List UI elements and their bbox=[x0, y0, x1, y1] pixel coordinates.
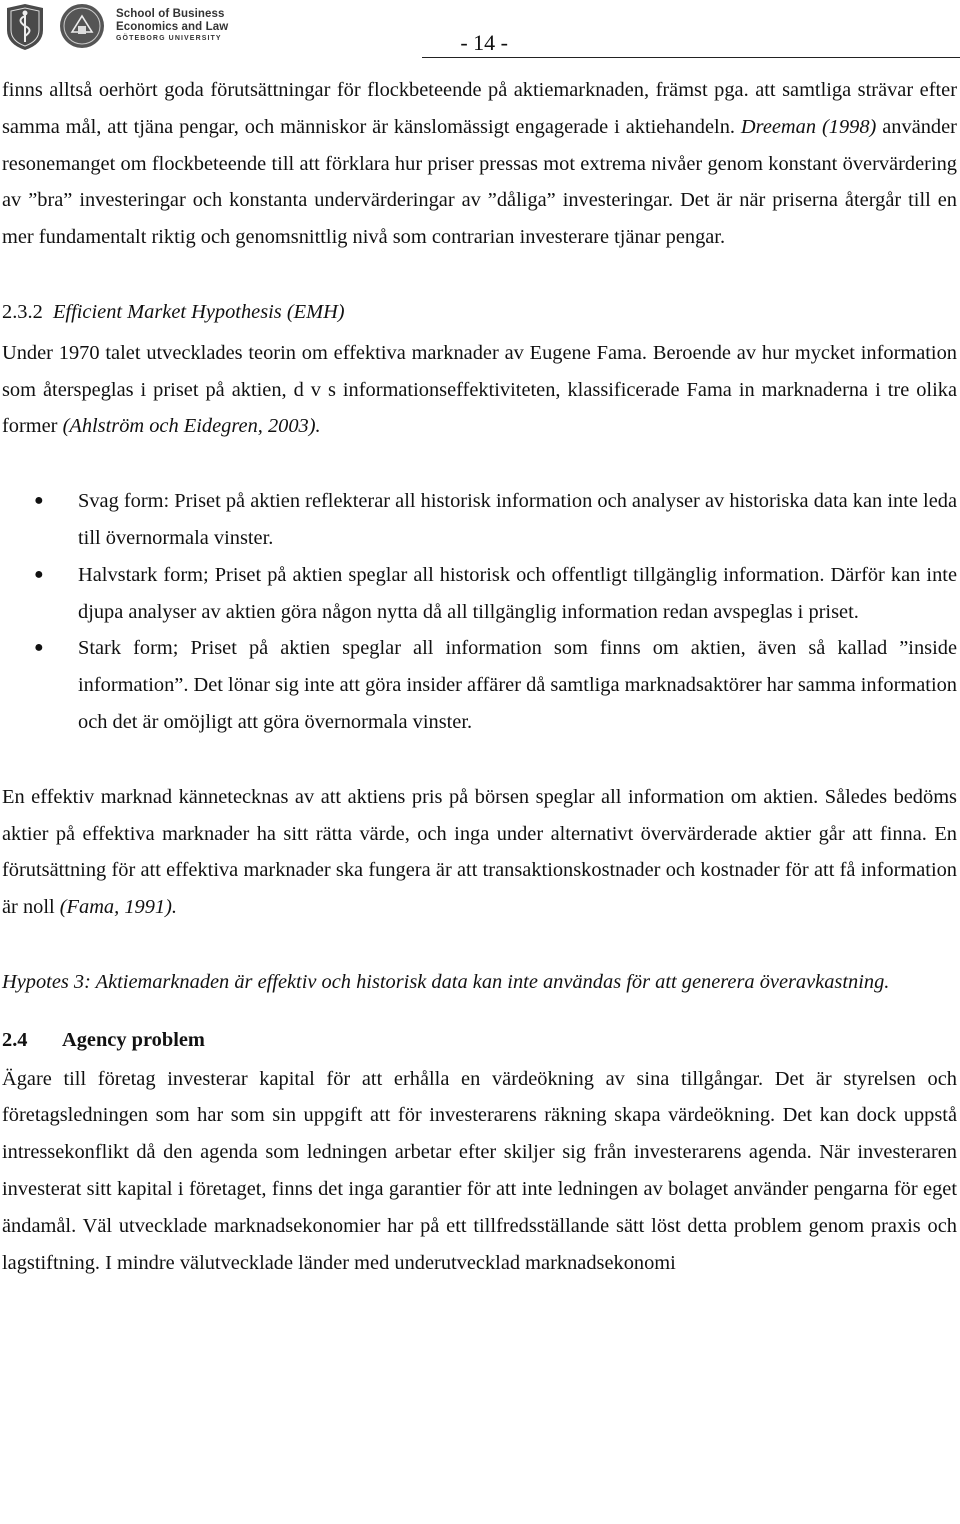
list-item: ● Svag form: Priset på aktien reflekterar all historisk information och analyser av historiska data kan inte leda till övernormala vinster. bbox=[2, 483, 957, 557]
section-heading-2-4: 2.4 Agency problem bbox=[2, 1028, 205, 1051]
document-body bbox=[2, 72, 957, 1281]
page-header bbox=[0, 0, 960, 60]
citation-ahlstrom: (Ahlström och Eidegren, 2003). bbox=[62, 415, 321, 438]
page-number: - 14 - bbox=[460, 30, 508, 55]
gu-emblem-icon bbox=[58, 2, 106, 50]
bullet-icon: ● bbox=[34, 639, 44, 657]
header-rule bbox=[422, 57, 960, 58]
hypothesis-3: Hypotes 3: Aktiemarknaden är effektiv och historisk data kan inte användas för att generera överavkastning. bbox=[2, 970, 890, 993]
paragraph-emh: Under 1970 talet utvecklades teorin om effektiva marknader av Eugene Fama. Beroende av hur mycket information som återspeglas i priset på aktien, d v s informationseffektiviteten, klassificerade Fama in marknaderna i tre olika former (Ahlström och Eidegren, 2003). bbox=[2, 341, 957, 438]
paragraph-herding: finns alltså oerhört goda förutsättningar för flockbeteende på aktiemarknaden, främst pga. att samtliga strävar efter samma mål, att tjäna pengar, och människor är känslomässigt engagerade i aktiehandeln. Dreeman (1998) använder resonemanget om flockbeteende till att förklara hur priser pressas mot extrema nivåer genom konstant övervärdering av ”bra” investeringar och konstanta undervärderingar av ”dåliga” investeringar. Det är när priserna återgår till en mer fundamentalt riktig och genomsnittlig nivå som contrarian investerare tjänar pengar. bbox=[2, 79, 957, 249]
efficiency-forms-list bbox=[2, 483, 957, 741]
list-item: ● Stark form; Priset på aktien speglar all information som finns om aktien, även så kallad ”inside information”. Det lönar sig inte att göra insider affärer då samtliga marknadsaktörer har samma information och det är omöjligt att göra övernormala vinster. bbox=[2, 630, 957, 740]
university-seal-icon bbox=[2, 2, 48, 52]
citation-fama: (Fama, 1991). bbox=[59, 896, 177, 919]
section-heading-2-3-2: 2.3.2 Efficient Market Hypothesis (EMH) bbox=[2, 300, 345, 323]
logo-line-2: Economics and Law bbox=[116, 21, 229, 33]
paragraph-agency: Ägare till företag investerar kapital för att erhålla en värdeökning av sina tillgångar. Det är styrelsen och företagsledningen som har som sin uppgift att för investerarens räkning skapa värdeökning. Det kan dock uppstå intressekonflikt då den agenda som ledningen arbetar efter skiljer sig från investerarens agenda. När investeraren investerat sitt kapital i företaget, finns det inga garantier för att inte ledningen av bolaget använder pengarna för eget ändamål. Väl utvecklade marknadsekonomier har på ett tillfredsställande sätt löst detta problem genom praxis och lagstiftning. I mindre välutvecklade länder med underutvecklad marknadsekonomi bbox=[2, 1067, 957, 1274]
logo-line-3: GÖTEBORG UNIVERSITY bbox=[116, 35, 222, 42]
citation-dreeman: Dreeman (1998) bbox=[740, 115, 877, 138]
logo-line-1: School of Business bbox=[116, 8, 225, 20]
bullet-icon: ● bbox=[34, 565, 44, 583]
list-item: ● Halvstark form; Priset på aktien speglar all historisk och offentligt tillgänglig information. Därför kan inte djupa analyser av aktien göra någon nytta då all tillgänglig information redan avspeglas i priset. bbox=[2, 557, 957, 631]
school-logo-text bbox=[116, 8, 228, 44]
bullet-icon: ● bbox=[34, 492, 44, 510]
paragraph-efficient-market: En effektiv marknad kännetecknas av att aktiens pris på börsen speglar all information om aktien. Således bedöms aktier på effektiva marknader ha sitt rätta värde, och inga under alternativt övervärderade aktier går att finna. En förutsättning för att effektiva marknader ska fungera är att transaktionskostnader och kostnader för att få information är noll (Fama, 1991). bbox=[2, 785, 957, 919]
